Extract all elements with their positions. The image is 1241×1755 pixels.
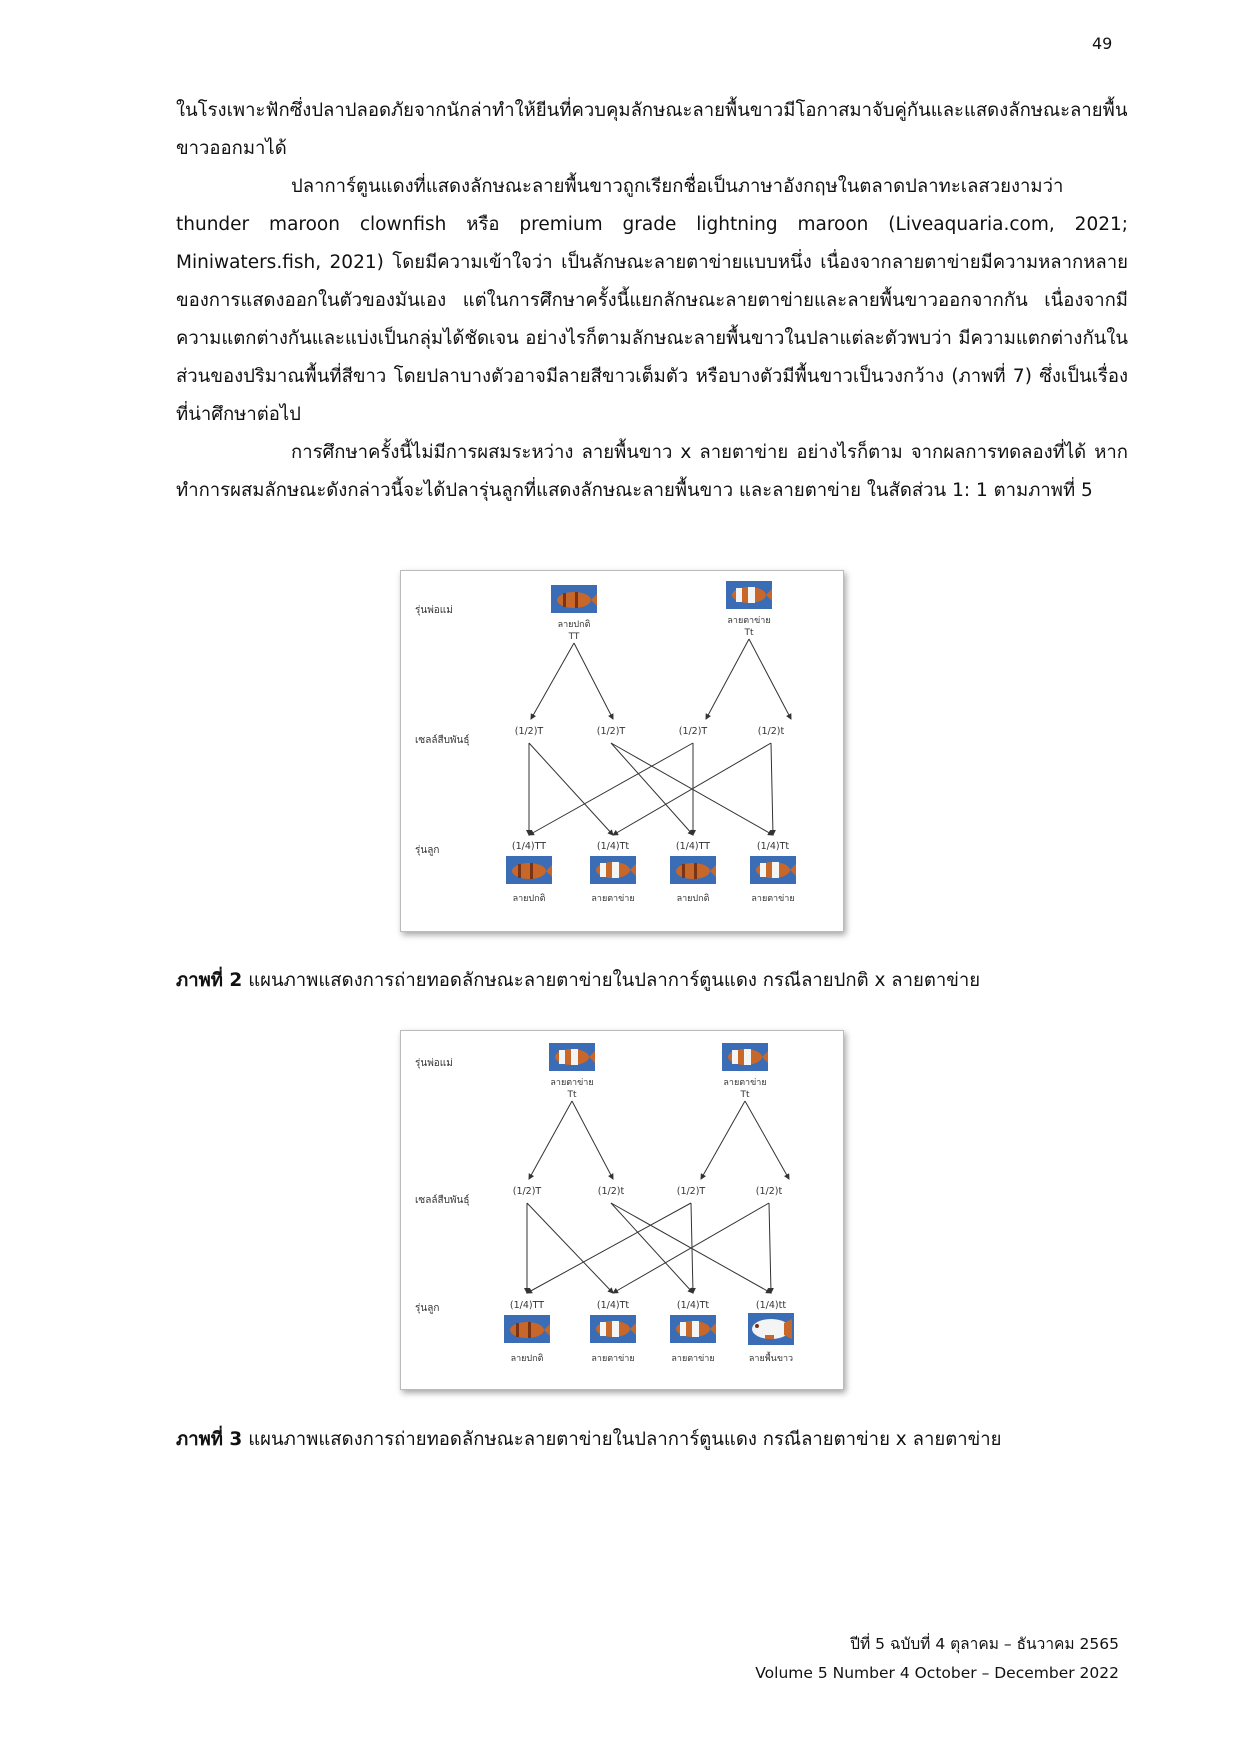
page-number: 49 (1092, 34, 1113, 53)
offspring-1-name: ลายปกติ (510, 1354, 544, 1364)
figure-2-caption (176, 966, 980, 995)
gamete-2: (1/2)T (596, 726, 626, 737)
parent-1-name: ลายตาข่าย (550, 1078, 594, 1088)
footer-line-english: Volume 5 Number 4 October – December 2022 (755, 1664, 1119, 1682)
parent-fish-net-1 (549, 1043, 595, 1071)
parent-fish-net-2 (722, 1043, 768, 1071)
figure-3-diagram (401, 1031, 843, 1389)
row-label-offspring: รุ่นลูก (415, 845, 440, 856)
gamete-2: (1/2)t (597, 1186, 625, 1197)
figure-2-caption-text: แผนภาพแสดงการถ่ายทอดลักษณะลายตาข่ายในปลาการ์ตูนแดง กรณีลายปกติ x ลายตาข่าย (248, 970, 981, 991)
parent-to-gamete-lines (531, 639, 791, 719)
gamete-3: (1/2)T (678, 726, 708, 737)
offspring-fish-1 (506, 856, 552, 884)
gamete-1: (1/2)T (514, 726, 544, 737)
gamete-3: (1/2)T (676, 1186, 706, 1197)
parent-1-genotype: Tt (567, 1090, 577, 1100)
figure-2-diagram (401, 571, 843, 931)
offspring-2-name: ลายตาข่าย (591, 1354, 635, 1364)
gamete-to-offspring-lines (529, 743, 773, 835)
offspring-1-name: ลายปกติ (512, 894, 546, 904)
gamete-to-offspring-lines (527, 1203, 771, 1293)
offspring-fish-3 (670, 1315, 716, 1343)
offspring-3-ratio: (1/4)Tt (676, 1300, 710, 1311)
parent-1-name: ลายปกติ (557, 620, 591, 630)
row-label-offspring: รุ่นลูก (415, 1303, 440, 1314)
offspring-fish-4 (748, 1313, 794, 1345)
gamete-1: (1/2)T (512, 1186, 542, 1197)
offspring-fish-1 (504, 1315, 550, 1343)
offspring-fish-2 (590, 856, 636, 884)
paragraph-1: ในโรงเพาะฟักซึ่งปลาปลอดภัยจากนักล่าทำให้ยีนที่ควบคุมลักษณะลายพื้นขาวมีโอกาสมาจับคู่กันและแสดงลักษณะลายพื้นขาวออกมาได้ (176, 100, 1128, 159)
parent-2-genotype: Tt (744, 628, 754, 638)
row-label-gametes: เซลล์สืบพันธุ์ (415, 735, 470, 746)
body-text (176, 92, 1128, 510)
parent-fish-net (726, 581, 772, 609)
offspring-fish-4 (750, 856, 796, 884)
row-label-gametes: เซลล์สืบพันธุ์ (415, 1195, 470, 1206)
figure-2-caption-label: ภาพที่ 2 (176, 970, 243, 991)
offspring-2-ratio: (1/4)Tt (596, 841, 630, 852)
figure-3-caption (176, 1425, 1001, 1454)
offspring-1-ratio: (1/4)TT (509, 1300, 545, 1311)
gamete-4: (1/2)t (757, 726, 785, 737)
offspring-fish-3 (670, 856, 716, 884)
offspring-4-name: ลายพื้นขาว (748, 1354, 794, 1364)
footer-line-thai: ปีที่ 5 ฉบับที่ 4 ตุลาคม – ธันวาคม 2565 (850, 1635, 1119, 1653)
figure-2 (400, 570, 844, 932)
paragraph-3: การศึกษาครั้งนี้ไม่มีการผสมระหว่าง ลายพื้นขาว x ลายตาข่าย อย่างไรก็ตาม จากผลการทดลองที่ได้ หากทำการผสมลักษณะดังกล่าวนี้จะได้ปลารุ่นลูกที่แสดงลักษณะลายพื้นขาว และลายตาข่าย ในสัดส่วน 1: 1 ตามภาพที่ 5 (176, 442, 1128, 501)
offspring-fish-2 (590, 1315, 636, 1343)
parent-2-name: ลายตาข่าย (723, 1078, 767, 1088)
offspring-4-ratio: (1/4)tt (755, 1300, 787, 1311)
offspring-2-ratio: (1/4)Tt (596, 1300, 630, 1311)
offspring-1-ratio: (1/4)TT (511, 841, 547, 852)
footer (755, 1630, 1119, 1688)
offspring-3-name: ลายตาข่าย (671, 1354, 715, 1364)
offspring-2-name: ลายตาข่าย (591, 894, 635, 904)
figure-3 (400, 1030, 844, 1390)
figure-3-caption-text: แผนภาพแสดงการถ่ายทอดลักษณะลายตาข่ายในปลาการ์ตูนแดง กรณีลายตาข่าย x ลายตาข่าย (248, 1429, 1002, 1450)
parent-fish-normal (551, 585, 597, 613)
parent-2-name: ลายตาข่าย (727, 616, 771, 626)
offspring-4-ratio: (1/4)Tt (756, 841, 790, 852)
parent-1-genotype: TT (568, 632, 580, 642)
row-label-parents: รุ่นพ่อแม่ (415, 605, 453, 616)
offspring-3-name: ลายปกติ (676, 894, 710, 904)
figure-3-caption-label: ภาพที่ 3 (176, 1429, 243, 1450)
gamete-4: (1/2)t (755, 1186, 783, 1197)
offspring-4-name: ลายตาข่าย (751, 894, 795, 904)
row-label-parents: รุ่นพ่อแม่ (415, 1058, 453, 1069)
parent-to-gamete-lines (529, 1101, 789, 1179)
offspring-3-ratio: (1/4)TT (675, 841, 711, 852)
paragraph-2: ปลาการ์ตูนแดงที่แสดงลักษณะลายพื้นขาวถูกเรียกชื่อเป็นภาษาอังกฤษในตลาดปลาทะเลสวยงามว่า thunder maroon clownfish หรือ premium grade lightning maroon (Liveaquaria.com, 2021; Miniwaters.fish, 2021) โดยมีความเข้าใจว่า เป็นลักษณะลายตาข่ายแบบหนึ่ง เนื่องจากลายตาข่ายมีความหลากหลายของการแสดงออกในตัวของมันเอง แต่ในการศึกษาครั้งนี้แยกลักษณะลายตาข่ายและลายพื้นขาวออกจากกัน เนื่องจากมีความแตกต่างกันและแบ่งเป็นกลุ่มได้ชัดเจน อย่างไรก็ตามลักษณะลายพื้นขาวในปลาแต่ละตัวพบว่า มีความแตกต่างกันในส่วนของปริมาณพื้นที่สีขาว โดยปลาบางตัวอาจมีลายสีขาวเต็มตัว หรือบางตัวมีพื้นขาวเป็นวงกว้าง (ภาพที่ 7) ซึ่งเป็นเรื่องที่น่าศึกษาต่อไป (176, 176, 1128, 425)
parent-2-genotype: Tt (740, 1090, 750, 1100)
